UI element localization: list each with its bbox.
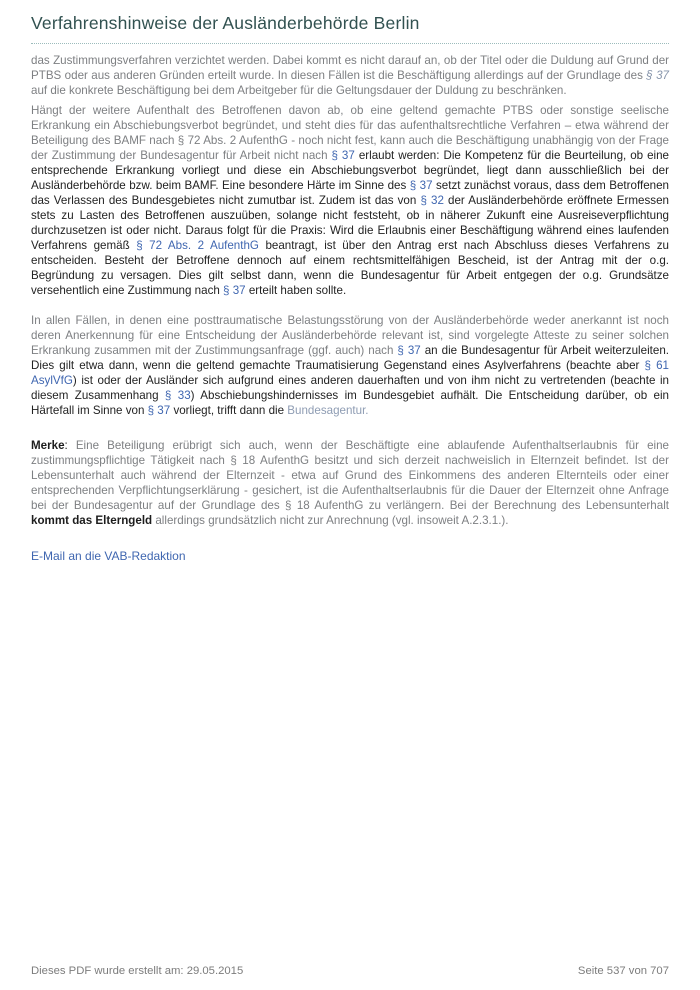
text-run: erlaubt werden: Die Kompetenz für die Beurteilung, ob eine entsprechende Erkrankung vorliegt und diese ein Abschiebungsverbot begründet, liegt dann ausschließlich bei der Ausländerbehörde bzw. beim BAMF. Eine besondere Härte im Sinne des xyxy=(31,149,670,192)
inline-link[interactable]: § 37 xyxy=(397,344,421,357)
text-run: Hängt der weitere Aufenthalt des Betroffenen davon ab, ob eine geltend gemachte PTBS oder sonstige seelische Erkrankung ein Abschiebungsverbot begründet, und steht dies für das aufenthaltsrechtliche Verfahren – etwa während der Beteiligung des BAMF nach § 72 Abs. 2 AufenthG - noch nicht fest, kann auch die Beschäftigung unabhängig von der Frage der Zustimmung der Bundesagentur für Arbeit nicht nach xyxy=(31,104,669,162)
text-run: In allen Fällen, in denen eine posttraumatische Belastungsstörung von der Ausländerbehörde weder anerkannt ist noch deren Anerkennung für eine Entscheidung der Ausländerbehörde relevant ist, sind vorgelegte Atteste zu seiner solchen Erkrankung zusammen mit der Zustimmungsanfrage (ggf. auch) nach xyxy=(31,314,669,357)
inline-link[interactable]: § 33 xyxy=(164,389,191,402)
inline-link[interactable]: § 37 xyxy=(223,284,246,297)
paragraph-zustimmungsverfahren xyxy=(31,53,669,98)
paragraph-weiterer-aufenthalt xyxy=(31,103,669,298)
text-run: der Ausländerbehörde eröffnete Ermessen stets zu Lasten des Betroffenen auszuüben, solange nicht feststeht, ob in näherer Zukunft eine Ausreiseverpflichtung durchzusetzen ist oder nicht. Daraus folgt für die Praxis: Wird die Erlaubnis einer Beschäftigung während eines laufenden Verfahrens gemäß xyxy=(31,194,669,252)
text-run: erteilt haben sollte. xyxy=(245,284,347,297)
page-title: Verfahrenshinweise der Ausländerbehörde Berlin xyxy=(31,13,420,33)
text-run: Merke xyxy=(31,439,65,452)
text-run: kommt das Elterngeld xyxy=(31,514,153,527)
paragraph-ptbs-weiterleitung xyxy=(31,313,669,418)
text-run: setzt zunächst voraus, dass dem Betroffenen das Verlassen des Bundesgebietes nicht zumutbar ist. Zudem ist das von xyxy=(31,179,669,207)
inline-link[interactable]: § 72 Abs. 2 AufenthG xyxy=(136,239,259,252)
paragraph-merke xyxy=(31,438,669,528)
inline-link[interactable]: Bundesagentur. xyxy=(287,404,369,417)
inline-link[interactable]: § 37 xyxy=(409,179,433,192)
text-run: vorliegt, trifft dann die xyxy=(170,404,288,417)
text-run: ) Abschiebungshindernisses im Bundesgebiet aufhält. Die Entscheidung darüber, ob ein Härtefall im Sinne von xyxy=(31,389,669,417)
footer-page-number: Seite 537 von 707 xyxy=(577,965,669,977)
text-run: an die Bundesagentur für Arbeit weiterzuleiten. Dies gilt etwa dann, wenn die geltend gemachte Traumatisierung Gegenstand eines Asylverfahrens (beachte aber xyxy=(31,344,669,372)
text-run: : xyxy=(64,439,76,452)
text-run: auf die konkrete Beschäftigung bei dem Arbeitgeber für die Geltungsdauer der Duldung zu beschränken. xyxy=(31,84,567,97)
footer-created-date: Dieses PDF wurde erstellt am: 29.05.2015 xyxy=(31,965,244,977)
inline-link[interactable]: § 37 xyxy=(646,69,669,82)
text-run: Eine Beteiligung erübrigt sich auch, wenn der Beschäftigte eine ablaufende Aufenthaltserlaubnis für eine zustimmungspflichtige Tätigkeit nach § 18 AufenthG besitzt und sich derzeit nachweislich in Elternzeit befindet. Ist der Lebensunterhalt auch während der Elternzeit - etwa auf Grund des Einkommens des anderen Elternteils oder einer entsprechenden Verpflichtungserklärung - gesichert, ist die Aufenthaltserlaubnis für die Dauer der Elternzeit ohne Anfrage bei der Bundesagentur auf der Grundlage des § 18 AufenthG zu verlängern. Bei der Berechnung des Lebensunterhalt xyxy=(31,439,669,512)
inline-link[interactable]: § 61 AsylVfG xyxy=(31,359,669,387)
text-run: ) ist oder der Ausländer sich aufgrund eines anderen dauerhaften und von ihm nicht zu vertretenden (beachte in diesem Zusammenhang xyxy=(31,374,669,402)
document-body xyxy=(31,53,669,564)
inline-link[interactable]: § 32 xyxy=(420,194,444,207)
text-run: beantragt, ist über den Antrag erst nach Abschluss dieses Verfahrens zu entscheiden. Besteht der Betroffene dennoch auf einem rechtsmittelfähigen Bescheid, ist der Antrag mit der o.g. Begründung zu versagen. Dies gilt selbst dann, wenn die Bundesagentur für Arbeit entgegen der o.g. Grundsätze versehentlich eine Zustimmung nach xyxy=(31,239,669,297)
text-run: das Zustimmungsverfahren verzichtet werden. Dabei kommt es nicht darauf an, ob der Titel oder die Duldung auf Grund der PTBS oder aus anderen Gründen erteilt wurde. In diesen Fällen ist die Beschäftigung allerdings auf der Grundlage des xyxy=(31,54,669,82)
inline-link[interactable]: § 37 xyxy=(147,404,171,417)
text-run: allerdings grundsätzlich nicht zur Anrechnung (vgl. insoweit A.2.3.1.). xyxy=(152,514,509,527)
email-link[interactable]: E-Mail an die VAB-Redaktion xyxy=(31,549,186,563)
page-footer xyxy=(31,965,669,977)
title-divider xyxy=(31,43,669,44)
inline-link[interactable]: § 37 xyxy=(331,149,355,162)
